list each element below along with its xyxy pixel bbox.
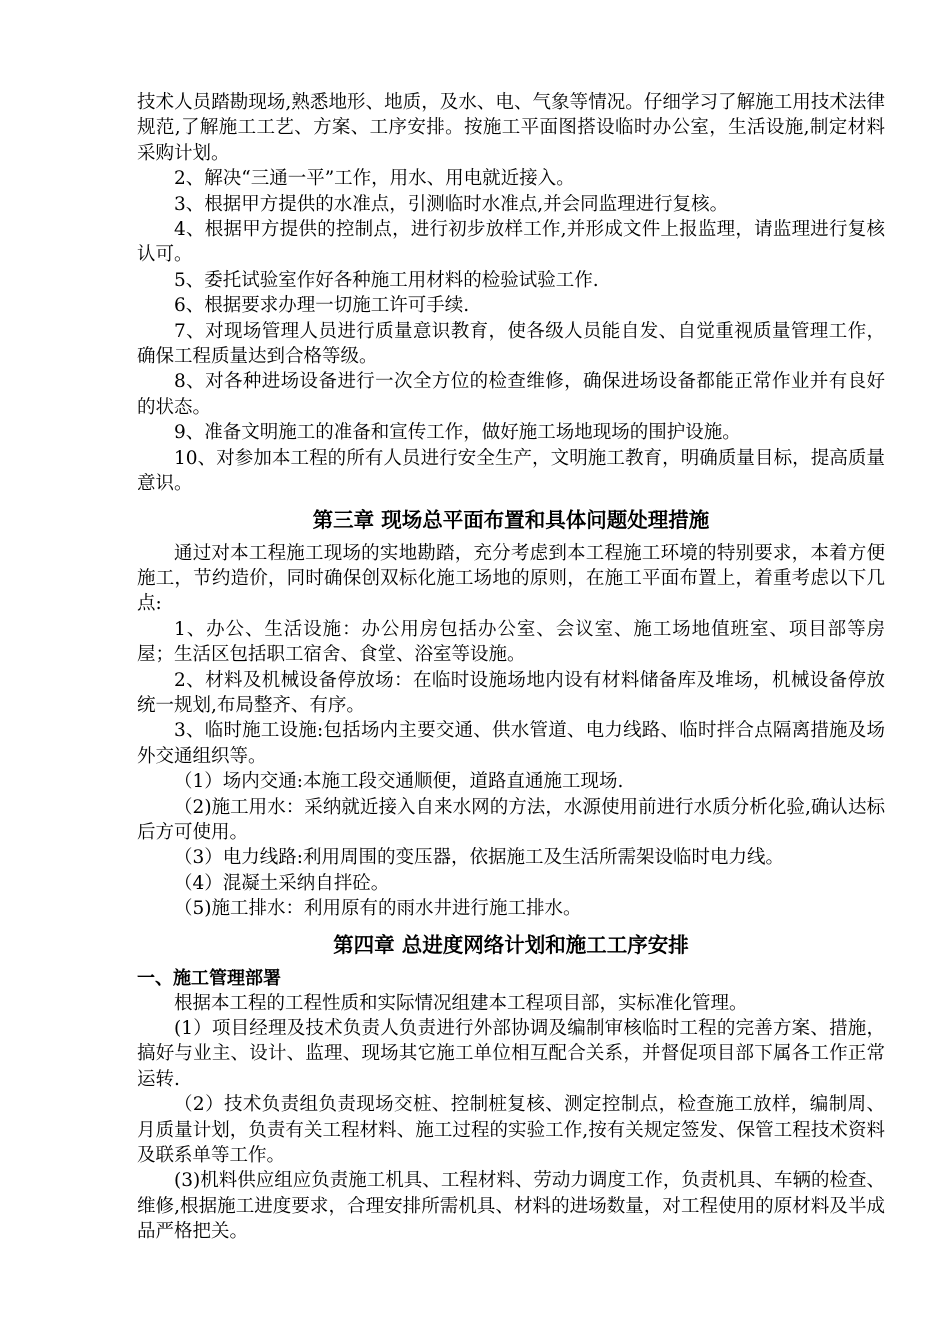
chapter-4-title: 第四章 总进度网络计划和施工工序安排 [333,932,689,957]
paragraph-prep-1: 技术人员踏勘现场,熟悉地形、地质，及水、电、气象等情况。仔细学习了解施工用技术法律规范,了解施工工艺、方案、工序安排。按施工平面图搭设临时办公室，生活设施,制定材料采购计划。 [137,92,885,164]
paragraph-prep-3: 3、根据甲方提供的水准点，引测临时水准点,并会同监理进行复核。 [174,193,729,215]
paragraph-prep-6: 6、根据要求办理一切施工许可手续. [174,295,470,317]
section-title-management: 一、施工管理部署 [137,967,281,989]
paragraph-ch4-item-1: (1）项目经理及技术负责人负责进行外部协调及编制审核临时工程的完善方案、措施，搞好与业主、设计、监理、现场其它施工单位相互配合关系，并督促项目部下属各工作正常运转. [137,1018,885,1090]
document-page [137,90,885,1245]
paragraph-prep-7: 7、对现场管理人员进行质量意识教育，使各级人员能自发、自觉重视质量管理工作，确保工程质量达到合格等级。 [137,320,885,368]
paragraph-ch3-intro: 通过对本工程施工现场的实地勘踏，充分考虑到本工程施工环境的特别要求，本着方便施工，节约造价，同时确保创双标化施工场地的原则，在施工平面布置上，着重考虑以下几点: [137,542,885,615]
paragraph-ch3-sub-1: （1）场内交通:本施工段交通顺便，道路直通施工现场. [174,771,624,793]
paragraph-ch3-item-3: 3、临时施工设施:包括场内主要交通、供水管道、电力线路、临时拌合点隔离措施及场外交通组织等。 [137,720,885,767]
paragraph-ch3-sub-3: （3）电力线路:利用周围的变压器，依据施工及生活所需架设临时电力线。 [174,847,785,869]
paragraph-prep-8: 8、对各种进场设备进行一次全方位的检查维修，确保进场设备都能正常作业并有良好的状态。 [137,371,885,418]
chapter-3-title: 第三章 现场总平面布置和具体问题处理措施 [312,507,710,532]
paragraph-ch3-item-2: 2、材料及机械设备停放场：在临时设施场地内设有材料储备库及堆场，机械设备停放统一规划,布局整齐、有序。 [137,669,885,716]
paragraph-ch4-intro: 根据本工程的工程性质和实际情况组建本工程项目部，实标准化管理。 [174,992,748,1014]
paragraph-ch4-item-2: （2）技术负责组负责现场交桩、控制桩复核、测定控制点，检查施工放样，编制周、月质量计划，负责有关工程材料、施工过程的实验工作,按有关规定签发、保管工程技术资料及联系单等工作。 [137,1094,885,1167]
paragraph-prep-5: 5、委托试验室作好各种施工用材料的检验试验工作. [174,269,599,291]
paragraph-ch3-sub-5: （5)施工排水：利用原有的雨水井进行施工排水。 [174,898,582,920]
paragraph-ch3-item-1: 1、办公、生活设施：办公用房包括办公室、会议室、施工场地值班室、项目部等房屋；生活区包括职工宿舍、食堂、浴室等设施。 [137,618,885,666]
paragraph-prep-2: 2、解决“三通一平”工作，用水、用电就近接入。 [174,168,575,190]
paragraph-ch4-item-3: (3)机料供应组应负责施工机具、工程材料、劳动力调度工作，负责机具、车辆的检查、维修,根据施工进度要求，合理安排所需机具、材料的进场数量，对工程使用的原材料及半成品严格把关。 [137,1170,885,1243]
paragraph-prep-10: 10、对参加本工程的所有人员进行安全生产，文明施工教育，明确质量目标，提高质量意识。 [137,447,885,495]
paragraph-ch3-sub-4: （4）混凝土采纳自拌砼。 [174,872,390,894]
paragraph-ch3-sub-2: （2)施工用水：采纳就近接入自来水网的方法，水源使用前进行水质分析化验,确认达标后方可使用。 [137,796,885,843]
paragraph-prep-4: 4、根据甲方提供的控制点，进行初步放样工作,并形成文件上报监理，请监理进行复核认可。 [137,219,885,266]
paragraph-prep-9: 9、准备文明施工的准备和宣传工作，做好施工场地现场的围护设施。 [174,422,741,444]
